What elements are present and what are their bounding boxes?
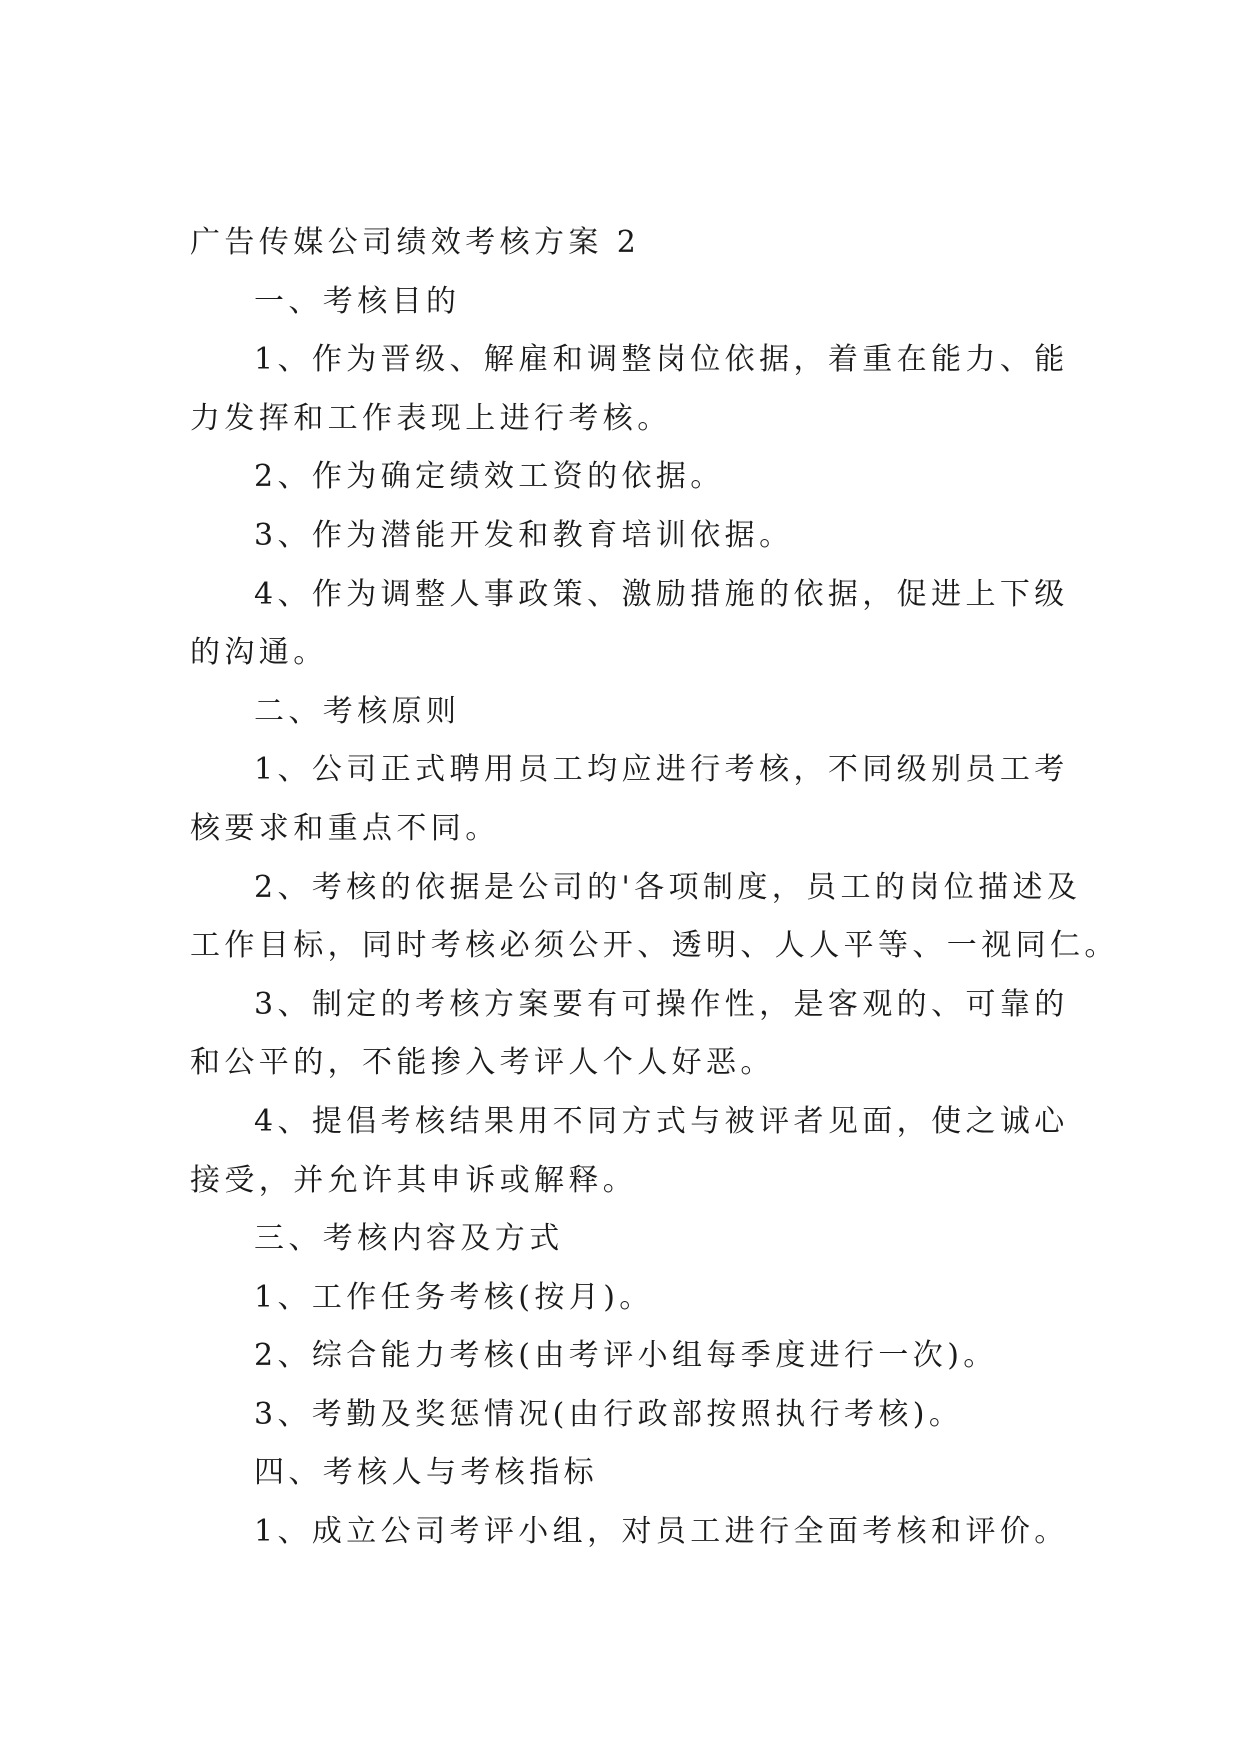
paragraph-line: 1、公司正式聘用员工均应进行考核，不同级别员工考 [254, 752, 1069, 788]
paragraph-line: 工作目标，同时考核必须公开、透明、人人平等、一视同仁。 [190, 928, 1119, 964]
paragraph-line: 1、作为晋级、解雇和调整岗位依据，着重在能力、能 [254, 342, 1069, 378]
section-heading-principles: 二、考核原则 [254, 693, 461, 729]
paragraph-line: 2、作为确定绩效工资的依据。 [254, 459, 725, 495]
document-title: 广告传媒公司绩效考核方案 2 [190, 225, 641, 260]
paragraph-line: 2、考核的依据是公司的'各项制度，员工的岗位描述及 [254, 869, 1082, 905]
section-heading-evaluators: 四、考核人与考核指标 [254, 1455, 598, 1491]
paragraph-line: 核要求和重点不同。 [190, 810, 500, 846]
document-page [190, 214, 1119, 1562]
document-body [190, 273, 1119, 1562]
paragraph-line: 3、考勤及奖惩情况(由行政部按照执行考核)。 [254, 1396, 964, 1432]
paragraph-line: 2、综合能力考核(由考评小组每季度进行一次)。 [254, 1338, 998, 1374]
paragraph-line: 的沟通。 [190, 635, 328, 671]
paragraph-line: 接受，并允许其申诉或解释。 [190, 1162, 638, 1198]
paragraph-line: 4、提倡考核结果用不同方式与被评者见面，使之诚心 [254, 1103, 1069, 1139]
paragraph-line: 和公平的，不能掺入考评人个人好恶。 [190, 1045, 775, 1081]
paragraph-line: 3、制定的考核方案要有可操作性，是客观的、可靠的 [254, 986, 1069, 1022]
section-heading-content: 三、考核内容及方式 [254, 1221, 564, 1257]
paragraph-line: 力发挥和工作表现上进行考核。 [190, 400, 672, 436]
paragraph-line: 1、成立公司考评小组，对员工进行全面考核和评价。 [254, 1514, 1069, 1550]
paragraph-line: 3、作为潜能开发和教育培训依据。 [254, 517, 794, 553]
section-heading-purpose: 一、考核目的 [254, 283, 461, 319]
paragraph-line: 1、工作任务考核(按月)。 [254, 1279, 654, 1315]
paragraph-line: 4、作为调整人事政策、激励措施的依据，促进上下级 [254, 576, 1069, 612]
